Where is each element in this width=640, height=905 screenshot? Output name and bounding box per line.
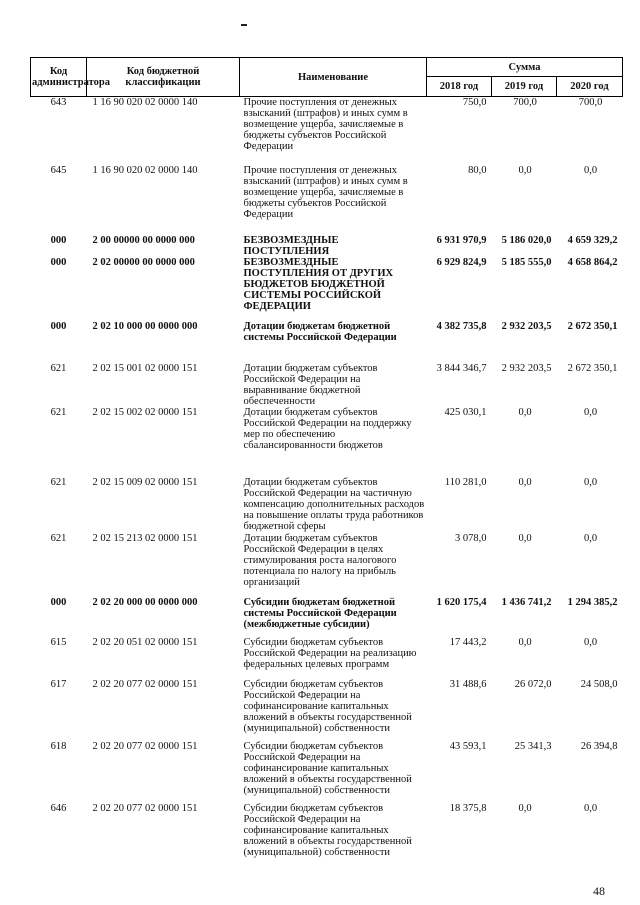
table-row (31, 97, 623, 165)
sum-2020-cell: 0,0 (583, 802, 598, 814)
budget-class-cell: 2 02 20 000 00 0000 000 (92, 596, 198, 608)
sum-2019-cell: 5 186 020,0 (501, 234, 552, 246)
header-year-2019: 2019 год (492, 77, 557, 97)
table-row (31, 741, 623, 803)
budget-class-cell: 2 02 20 077 02 0000 151 (92, 678, 198, 690)
table-row (31, 533, 623, 597)
sum-2019-cell: 25 341,3 (514, 740, 552, 752)
sum-2020-cell: 4 658 864,2 (567, 256, 618, 268)
sum-2018-cell: 17 443,2 (449, 636, 487, 648)
budget-table-page (30, 57, 622, 869)
sum-2019-cell: 0,0 (518, 164, 532, 176)
admin-code-cell: 621 (50, 532, 67, 544)
name-cell: Субсидии бюджетам субъектов Российской Федерации на софинансирование капитальных вложений в объекты государственной (муниципальной) собственности (243, 678, 412, 734)
budget-class-cell: 1 16 90 020 02 0000 140 (92, 164, 198, 176)
admin-code-cell: 643 (50, 97, 67, 108)
sum-2018-cell: 18 375,8 (449, 802, 487, 814)
sum-2020-cell: 700,0 (578, 97, 603, 108)
budget-class-cell: 2 02 20 051 02 0000 151 (92, 636, 198, 648)
name-cell: БЕЗВОЗМЕЗДНЫЕ ПОСТУПЛЕНИЯ (243, 234, 339, 257)
admin-code-cell: 621 (50, 362, 67, 374)
header-budget-class: Код бюджетной классификации (87, 58, 240, 97)
name-cell: Дотации бюджетам субъектов Российской Федерации на частичную компенсацию дополнительных расходов на повышение оплаты труда работников бюджетной сферы (243, 476, 425, 532)
table-row (31, 257, 623, 321)
budget-class-cell: 2 02 15 002 02 0000 151 (92, 406, 198, 418)
sum-2020-cell: 0,0 (583, 406, 598, 418)
sum-2020-cell: 2 672 350,1 (567, 362, 618, 374)
admin-code-cell: 618 (50, 740, 67, 752)
name-cell: Прочие поступления от денежных взысканий (штрафов) и иных сумм в возмещение ущерба, зачисляемые в бюджеты субъектов Российской Федерации (243, 164, 408, 220)
budget-class-cell: 2 02 20 077 02 0000 151 (92, 802, 198, 814)
page-number: 48 (593, 884, 605, 898)
budget-class-cell: 2 00 00000 00 0000 000 (92, 234, 195, 246)
sum-2019-cell: 5 185 555,0 (501, 256, 552, 268)
sum-2018-cell: 1 620 175,4 (436, 596, 487, 608)
sum-2018-cell: 31 488,6 (449, 678, 487, 690)
sum-2019-cell: 700,0 (513, 97, 537, 108)
sum-2018-cell: 43 593,1 (449, 740, 487, 752)
budget-class-cell: 1 16 90 020 02 0000 140 (92, 97, 198, 108)
budget-table (30, 57, 623, 869)
name-cell: Дотации бюджетам субъектов Российской Федерации в целях стимулирования роста налогового потенциала по налогу на прибыль организаций (243, 532, 397, 588)
admin-code-cell: 000 (50, 320, 67, 332)
name-cell: БЕЗВОЗМЕЗДНЫЕ ПОСТУПЛЕНИЯ ОТ ДРУГИХ БЮДЖЕТОВ БЮДЖЕТНОЙ СИСТЕМЫ РОССИЙСКОЙ ФЕДЕРАЦИИ (243, 256, 394, 312)
budget-class-cell: 2 02 20 077 02 0000 151 (92, 740, 198, 752)
table-row (31, 165, 623, 235)
sum-2020-cell: 0,0 (583, 476, 598, 488)
table-row (31, 321, 623, 363)
sum-2020-cell: 24 508,0 (580, 678, 618, 690)
header-admin-code: Код администратора (31, 58, 87, 97)
table-row (31, 477, 623, 533)
sum-2020-cell: 0,0 (583, 164, 598, 176)
admin-code-cell: 645 (50, 164, 67, 176)
sum-2020-cell: 4 659 329,2 (567, 234, 618, 246)
sum-2020-cell: 0,0 (583, 636, 598, 648)
admin-code-cell: 000 (50, 596, 67, 608)
admin-code-cell: 000 (50, 234, 67, 246)
name-cell: Прочие поступления от денежных взысканий (штрафов) и иных сумм в возмещение ущерба, зачисляемые в бюджеты субъектов Российской Федерации (243, 97, 408, 152)
sum-2019-cell: 0,0 (518, 802, 532, 814)
sum-2019-cell: 2 932 203,5 (501, 320, 552, 332)
table-row (31, 407, 623, 477)
sum-2018-cell: 3 078,0 (455, 532, 487, 544)
budget-class-cell: 2 02 15 009 02 0000 151 (92, 476, 198, 488)
sum-2020-cell: 1 294 385,2 (567, 596, 618, 608)
sum-2018-cell: 4 382 735,8 (436, 320, 487, 332)
scan-mark (241, 24, 247, 26)
sum-2018-cell: 80,0 (468, 164, 487, 176)
table-row (31, 679, 623, 741)
admin-code-cell: 646 (50, 802, 67, 814)
table-row (31, 803, 623, 869)
admin-code-cell: 617 (50, 678, 67, 690)
admin-code-cell: 621 (50, 406, 67, 418)
header-year-2018: 2018 год (427, 77, 492, 97)
sum-2018-cell: 3 844 346,7 (436, 362, 487, 374)
name-cell: Дотации бюджетам субъектов Российской Федерации на поддержку мер по обеспечению сбалансированности бюджетов (243, 406, 412, 451)
header-year-2020: 2020 год (557, 77, 623, 97)
sum-2018-cell: 425 030,1 (444, 406, 487, 418)
sum-2018-cell: 6 929 824,9 (436, 256, 487, 268)
sum-2020-cell: 26 394,8 (580, 740, 618, 752)
name-cell: Субсидии бюджетам субъектов Российской Федерации на софинансирование капитальных вложений в объекты государственной (муниципальной) собственности (243, 740, 412, 796)
table-row (31, 637, 623, 679)
sum-2019-cell: 0,0 (518, 476, 532, 488)
sum-2018-cell: 750,0 (462, 97, 487, 108)
table-row (31, 597, 623, 637)
sum-2019-cell: 26 072,0 (514, 678, 552, 690)
name-cell: Дотации бюджетам субъектов Российской Федерации на выравнивание бюджетной обеспеченности (243, 362, 378, 407)
admin-code-cell: 615 (50, 636, 67, 648)
budget-class-cell: 2 02 15 001 02 0000 151 (92, 362, 198, 374)
name-cell: Субсидии бюджетам субъектов Российской Федерации на софинансирование капитальных вложений в объекты государственной (муниципальной) собственности (243, 802, 412, 858)
table-row (31, 235, 623, 257)
budget-class-cell: 2 02 10 000 00 0000 000 (92, 320, 198, 332)
sum-2019-cell: 2 932 203,5 (501, 362, 552, 374)
budget-class-cell: 2 02 00000 00 0000 000 (92, 256, 195, 268)
table-row (31, 363, 623, 407)
name-cell: Субсидии бюджетам бюджетной системы Российской Федерации (межбюджетные субсидии) (243, 596, 397, 630)
name-cell: Дотации бюджетам бюджетной системы Российской Федерации (243, 320, 397, 343)
header-sum: Сумма (427, 58, 623, 77)
sum-2019-cell: 1 436 741,2 (501, 596, 552, 608)
header-name: Наименование (240, 58, 427, 97)
sum-2020-cell: 0,0 (583, 532, 598, 544)
sum-2019-cell: 0,0 (518, 636, 532, 648)
sum-2018-cell: 110 281,0 (444, 476, 487, 488)
budget-class-cell: 2 02 15 213 02 0000 151 (92, 532, 198, 544)
sum-2019-cell: 0,0 (518, 406, 532, 418)
admin-code-cell: 621 (50, 476, 67, 488)
admin-code-cell: 000 (50, 256, 67, 268)
sum-2019-cell: 0,0 (518, 532, 532, 544)
sum-2018-cell: 6 931 970,9 (436, 234, 487, 246)
sum-2020-cell: 2 672 350,1 (567, 320, 618, 332)
name-cell: Субсидии бюджетам субъектов Российской Федерации на реализацию федеральных целевых программ (243, 636, 417, 670)
